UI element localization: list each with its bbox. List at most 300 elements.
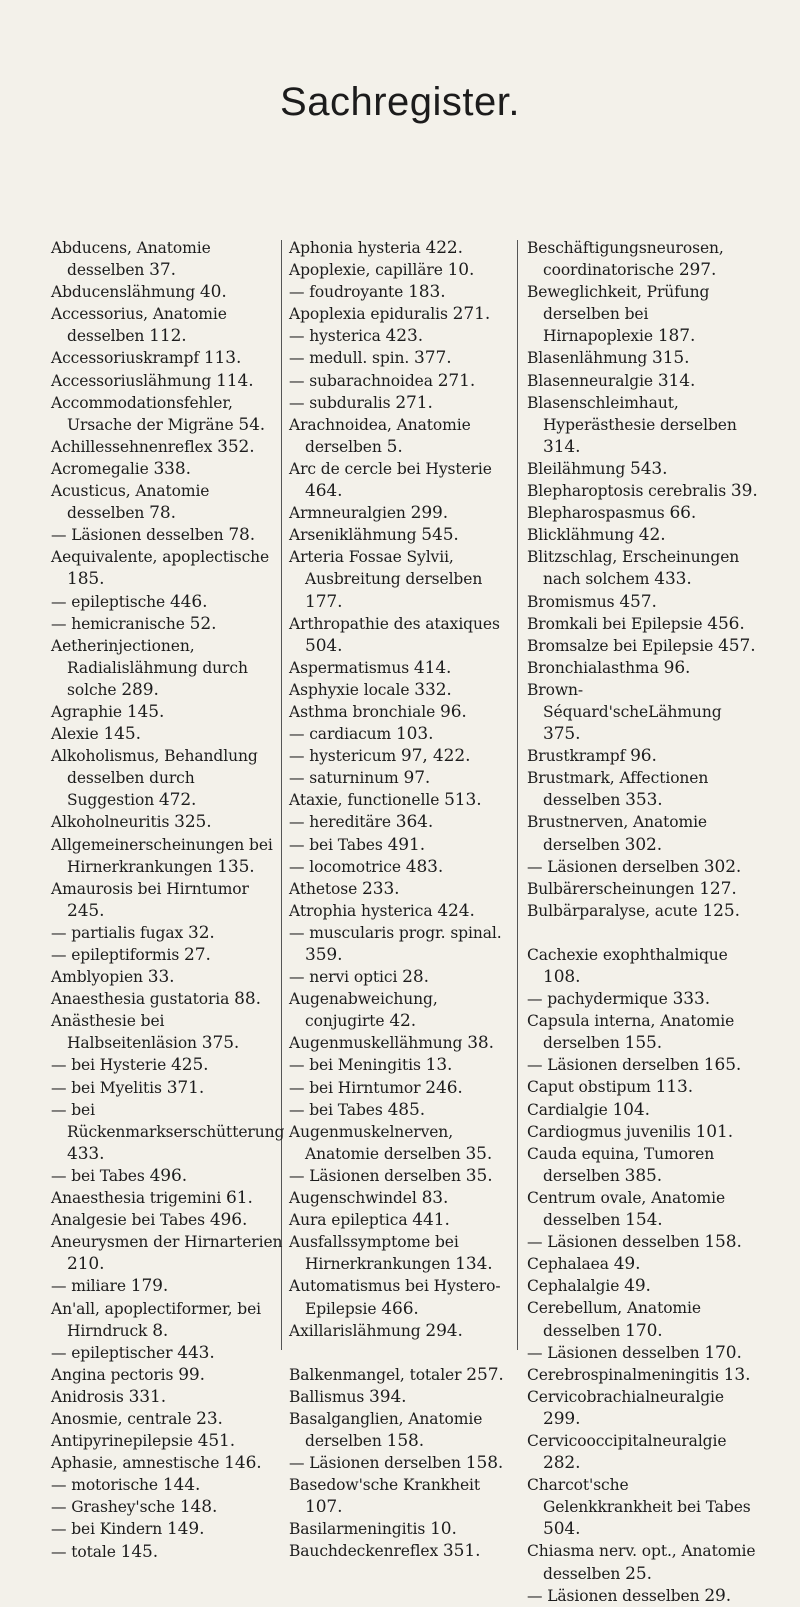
page-reference: 185. — [67, 569, 105, 590]
index-entry — [51, 1209, 283, 1231]
index-entry — [289, 988, 519, 1032]
index-entry — [51, 701, 283, 723]
index-term: Blasenneuralgie — [527, 371, 653, 390]
page-reference: 299. — [410, 503, 449, 524]
index-term: Athetose — [289, 879, 358, 898]
index-term: — bei Rückenmarkserschütterung — [51, 1100, 285, 1141]
index-entry — [289, 458, 519, 502]
page-reference: 103. — [395, 724, 434, 745]
page-reference: 485. — [387, 1099, 426, 1120]
index-term: Accessorius, Anatomie desselben — [51, 305, 227, 346]
page-reference: 114. — [216, 370, 254, 391]
page-reference: 425. — [171, 1055, 209, 1076]
index-entry — [527, 1540, 759, 1584]
index-term: Alexie — [51, 725, 99, 744]
index-entry — [289, 502, 519, 524]
index-entry — [289, 524, 519, 546]
index-term: Anosmie, centrale — [51, 1409, 192, 1428]
page-reference: 233. — [362, 878, 400, 899]
index-term: — hysterica — [289, 327, 381, 346]
index-term: An'all, apoplectiformer, bei Hirndruck — [51, 1299, 262, 1340]
page-reference: 464. — [305, 481, 343, 502]
index-entry — [51, 436, 283, 458]
index-term: Amblyopien — [51, 968, 143, 987]
index-entry — [51, 347, 283, 369]
index-entry — [51, 1187, 283, 1209]
page-reference: 101. — [695, 1121, 734, 1142]
page-reference: 333. — [672, 989, 711, 1010]
index-entry — [51, 988, 283, 1010]
page-reference: 375. — [201, 1033, 240, 1054]
index-entry — [51, 834, 283, 878]
index-column-1 — [51, 237, 283, 1563]
page-reference: 496. — [149, 1165, 188, 1186]
index-entry — [289, 1540, 519, 1562]
index-entry — [289, 325, 519, 347]
page-reference: 456. — [707, 613, 745, 634]
page-reference: 187. — [657, 326, 696, 347]
index-entry — [289, 237, 519, 259]
index-term: Accessoriuskrampf — [51, 349, 199, 368]
page-reference: 513. — [444, 790, 482, 811]
index-entry — [527, 546, 759, 590]
index-entry — [527, 856, 759, 878]
index-term: Brustnerven, Anatomie derselben — [527, 813, 708, 854]
index-term: — Läsionen derselben — [289, 1454, 461, 1473]
index-entry — [527, 502, 759, 524]
page-reference: 96. — [663, 657, 691, 678]
index-term: Cephalalgie — [527, 1277, 620, 1296]
page-reference: 158. — [704, 1232, 742, 1253]
page-reference: 155. — [624, 1033, 663, 1054]
index-term: — Läsionen derselben — [289, 1166, 461, 1185]
page-reference: 104. — [612, 1099, 650, 1120]
index-entry — [51, 1342, 283, 1364]
index-entry — [289, 392, 519, 414]
index-term: — bei Tabes — [51, 1166, 145, 1185]
index-entry — [527, 679, 759, 745]
index-term: Aphonia hysteria — [289, 239, 421, 257]
page-reference: 54. — [238, 414, 266, 435]
page-reference: 302. — [703, 856, 742, 877]
page-reference: 483. — [405, 856, 444, 877]
index-term: Beweglichkeit, Prüfung derselben bei Hirnapoplexie — [527, 283, 710, 346]
index-entry — [527, 480, 759, 502]
index-term: Blepharospasmus — [527, 504, 665, 523]
index-term: — hereditäre — [289, 813, 391, 832]
index-entry — [527, 1386, 759, 1430]
index-entry — [289, 1121, 519, 1165]
index-entry — [527, 944, 759, 988]
index-entry — [289, 1165, 519, 1187]
page-reference: 338. — [153, 458, 191, 479]
index-entry — [289, 834, 519, 856]
page-reference: 423. — [385, 326, 423, 347]
page-reference: 451. — [197, 1431, 236, 1452]
index-term: Bromkali bei Epilepsie — [527, 614, 703, 633]
page-reference: 49. — [624, 1276, 651, 1297]
index-term: Blasenlähmung — [527, 349, 648, 368]
index-term: — bei Hirntumor — [289, 1078, 421, 1097]
index-entry — [289, 723, 519, 745]
index-entry — [51, 1275, 283, 1297]
page-reference: 443. — [177, 1342, 215, 1363]
index-entry — [289, 1275, 519, 1319]
page-reference: 40. — [199, 282, 227, 303]
index-term: Atrophia hysterica — [289, 901, 433, 920]
index-term: — epileptische — [51, 592, 166, 611]
index-entry — [51, 635, 283, 701]
index-term: Bromismus — [527, 592, 615, 611]
page-reference: 302. — [624, 834, 663, 855]
index-entry — [527, 811, 759, 855]
page-reference: 113. — [655, 1077, 694, 1098]
index-entry — [289, 1474, 519, 1518]
index-entry — [527, 1430, 759, 1474]
page-reference: 134. — [455, 1254, 493, 1275]
index-entry — [527, 1099, 759, 1121]
page-reference: 375. — [543, 724, 581, 745]
index-term: — bei Tabes — [289, 835, 383, 854]
index-term: Achillessehnenreflex — [51, 437, 213, 456]
index-term: — foudroyante — [289, 283, 404, 302]
page-reference: 49. — [613, 1254, 641, 1275]
index-term: Asthma bronchiale — [289, 702, 436, 721]
index-term: Brown-Séquard'scheLähmung — [527, 680, 722, 721]
page-reference: 107. — [305, 1497, 343, 1518]
index-entry — [527, 1143, 759, 1187]
page-reference: 245. — [67, 900, 105, 921]
index-term: Cardialgie — [527, 1100, 608, 1119]
page-reference: 179. — [130, 1276, 169, 1297]
page-reference: 145. — [126, 701, 165, 722]
index-entry — [527, 1275, 759, 1297]
page-reference: 441. — [412, 1210, 450, 1231]
index-entry — [51, 1386, 283, 1408]
index-term: Angina pectoris — [51, 1365, 174, 1384]
index-entry — [527, 458, 759, 480]
index-entry — [289, 1187, 519, 1209]
index-term: — Läsionen desselben — [527, 1233, 700, 1252]
index-term: Ausfallssymptome bei Hirnerkrankungen — [289, 1233, 459, 1274]
index-term: Brustmark, Affectionen desselben — [527, 769, 709, 810]
page-reference: 170. — [704, 1342, 742, 1363]
index-entry — [527, 370, 759, 392]
index-term: Bulbärerscheinungen — [527, 879, 695, 898]
page-reference: 165. — [703, 1055, 742, 1076]
index-entry — [527, 613, 759, 635]
page-reference: 146. — [224, 1453, 262, 1474]
index-entry — [289, 1518, 519, 1540]
index-entry — [51, 1165, 283, 1187]
index-term: — epileptischer — [51, 1343, 173, 1362]
index-entry — [527, 1187, 759, 1231]
page-reference: 297. — [678, 260, 717, 281]
index-term: Augenmuskellähmung — [289, 1034, 463, 1053]
index-term: Bauchdeckenreflex — [289, 1542, 439, 1561]
index-entry — [289, 1209, 519, 1231]
page-reference: 5. — [386, 436, 403, 457]
index-term: Cervicobrachialneuralgie — [527, 1387, 724, 1406]
index-entry — [527, 1297, 759, 1341]
index-entry — [51, 546, 283, 590]
index-entry — [289, 657, 519, 679]
index-term: Alkoholismus, Behandlung desselben durch Suggestion — [51, 747, 258, 810]
index-entry — [289, 303, 519, 325]
index-term: Anaesthesia trigemini — [51, 1189, 222, 1208]
index-entry — [289, 1099, 519, 1121]
index-entry — [51, 591, 283, 613]
page-reference: 351. — [442, 1541, 481, 1562]
index-entry — [527, 1121, 759, 1143]
page-reference: 10. — [430, 1519, 457, 1540]
index-entry — [527, 524, 759, 546]
index-term: Anidrosis — [51, 1387, 124, 1406]
index-entry — [289, 414, 519, 458]
index-entry — [51, 480, 283, 524]
page-reference: 314. — [543, 436, 581, 457]
index-term: — cardiacum — [289, 725, 392, 744]
page-reference: 148. — [179, 1497, 218, 1518]
page-reference: 145. — [120, 1541, 159, 1562]
page-reference: 28. — [402, 967, 429, 988]
index-entry — [289, 789, 519, 811]
page-reference: 371. — [166, 1077, 205, 1098]
index-entry — [289, 546, 519, 612]
page-reference: 13. — [723, 1364, 751, 1385]
index-entry — [51, 811, 283, 833]
page-reference: 125. — [702, 900, 740, 921]
index-entry — [51, 1364, 283, 1386]
index-entry — [289, 966, 519, 988]
index-term: Cachexie exophthalmique — [527, 945, 728, 964]
page-reference: 433. — [67, 1143, 105, 1164]
index-entry — [527, 237, 759, 281]
index-entry — [527, 1474, 759, 1540]
index-term: Apoplexia epiduralis — [289, 305, 448, 324]
page-reference: 112. — [149, 326, 187, 347]
index-term: — bei Tabes — [289, 1100, 383, 1119]
index-entry — [289, 1364, 519, 1386]
page-reference: 78. — [149, 503, 176, 524]
index-entry — [289, 613, 519, 657]
page-reference: 66. — [669, 503, 697, 524]
index-term: Blitzschlag, Erscheinungen nach solchem — [527, 548, 740, 589]
page-reference: 42. — [638, 525, 666, 546]
index-term: Arc de cercle bei Hysterie — [289, 459, 492, 478]
index-term: Anästhesie bei Halbseitenläsion — [51, 1012, 197, 1053]
index-term: — totale — [51, 1542, 116, 1561]
index-entry — [527, 1076, 759, 1098]
index-entry — [51, 1010, 283, 1054]
index-term: — muscularis progr. spinal. — [289, 923, 502, 942]
index-term: Asphyxie locale — [289, 680, 410, 699]
index-term: — hemicranische — [51, 614, 185, 633]
page-reference: 32. — [187, 922, 215, 943]
index-entry — [289, 856, 519, 878]
page-reference: 299. — [543, 1408, 581, 1429]
index-term: Bromsalze bei Epilepsie — [527, 636, 714, 655]
index-entry — [527, 347, 759, 369]
index-term: Bleilähmung — [527, 459, 626, 478]
page-reference: 543. — [629, 458, 668, 479]
index-entry — [51, 281, 283, 303]
index-term: Acusticus, Anatomie desselben — [51, 482, 210, 523]
page-reference: 332. — [414, 679, 452, 700]
index-term: — Läsionen desselben — [527, 1586, 700, 1605]
index-entry — [527, 1253, 759, 1275]
index-term: Apoplexie, capilläre — [289, 261, 443, 280]
page-reference: 170. — [625, 1320, 663, 1341]
index-entry — [51, 944, 283, 966]
index-entry — [289, 370, 519, 392]
index-term: Anaesthesia gustatoria — [51, 990, 230, 1009]
index-term: Abducens, Anatomie desselben — [51, 239, 211, 280]
page-reference: 37. — [149, 260, 176, 281]
index-entry — [289, 1054, 519, 1076]
index-entry — [289, 259, 519, 281]
index-term: Cauda equina, Tumoren derselben — [527, 1144, 715, 1185]
index-term: Cervicooccipitalneuralgie — [527, 1431, 727, 1450]
index-entry — [289, 701, 519, 723]
index-entry — [289, 1032, 519, 1054]
page-reference: 457. — [718, 635, 756, 656]
index-term: — Grashey'sche — [51, 1498, 175, 1517]
page-reference: 135. — [217, 856, 255, 877]
index-entry — [51, 1452, 283, 1474]
index-term: Blepharoptosis cerebralis — [527, 482, 727, 501]
index-term: Ataxie, functionelle — [289, 791, 440, 810]
index-entry — [51, 613, 283, 635]
index-entry — [289, 1386, 519, 1408]
index-entry — [51, 1541, 283, 1563]
page-reference: 99. — [178, 1364, 205, 1385]
page-reference: 352. — [217, 436, 255, 457]
page-title: Sachregister. — [280, 80, 520, 124]
index-entry — [527, 657, 759, 679]
index-term: — hystericum — [289, 747, 397, 766]
index-term: — motorische — [51, 1476, 158, 1495]
index-entry — [51, 1099, 283, 1165]
index-entry — [289, 1408, 519, 1452]
page-reference: 61. — [226, 1188, 253, 1209]
page-reference: 385. — [624, 1165, 663, 1186]
page-reference: 331. — [128, 1386, 167, 1407]
index-entry — [51, 303, 283, 347]
page-reference: 108. — [543, 967, 581, 987]
index-term: Accommodationsfehler, Ursache der Migräne — [51, 393, 234, 434]
index-term: — partialis fugax — [51, 923, 184, 942]
page-reference: 466. — [381, 1298, 419, 1319]
index-term: — bei Meningitis — [289, 1056, 421, 1075]
index-term: Arseniklähmung — [289, 526, 417, 545]
page-reference: 496. — [209, 1210, 248, 1231]
page-reference: 8. — [152, 1320, 169, 1341]
index-term: Arteria Fossae Sylvii, Ausbreitung derselben — [289, 548, 483, 589]
page-reference: 424. — [437, 900, 475, 921]
index-column-2 — [289, 237, 519, 1563]
page-reference: 88. — [234, 989, 261, 1010]
page-reference: 96. — [630, 746, 657, 767]
index-entry — [289, 1452, 519, 1474]
page-reference: 144. — [162, 1475, 201, 1496]
page-reference: 97. — [403, 768, 431, 789]
index-entry — [51, 966, 283, 988]
index-term: Amaurosis bei Hirntumor — [51, 879, 249, 898]
index-entry — [527, 1231, 759, 1253]
index-entry — [527, 1364, 759, 1386]
index-term: Basedow'sche Krankheit — [289, 1476, 481, 1495]
index-term: Cerebrospinalmeningitis — [527, 1365, 719, 1384]
index-term: Cardiogmus juvenilis — [527, 1122, 691, 1141]
page-reference: 433. — [654, 569, 692, 590]
page-reference: 545. — [421, 525, 459, 546]
index-entry — [289, 281, 519, 303]
index-term: Acromegalie — [51, 459, 149, 478]
page-reference: 96. — [440, 701, 467, 722]
page-reference: 394. — [369, 1386, 407, 1407]
index-column-3 — [527, 237, 759, 1607]
index-entry — [289, 878, 519, 900]
index-term: — subduralis — [289, 393, 391, 412]
page-reference: 113. — [203, 348, 242, 369]
index-entry — [527, 878, 759, 900]
index-term: Aura epileptica — [289, 1211, 408, 1230]
index-entry — [527, 988, 759, 1010]
page-reference: 257. — [466, 1364, 504, 1385]
index-entry — [51, 458, 283, 480]
index-term: Aneurysmen der Hirnarterien — [51, 1233, 283, 1252]
page-reference: 294. — [425, 1320, 463, 1341]
index-term: Beschäftigungsneurosen, coordinatorische — [527, 239, 724, 280]
page-reference: 364. — [395, 812, 434, 833]
index-term: — bei Kindern — [51, 1520, 163, 1539]
index-term: — epileptiformis — [51, 946, 180, 964]
index-term: Automatismus bei Hystero-Epilepsie — [289, 1277, 501, 1318]
index-term: — Läsionen derselben — [527, 857, 699, 876]
index-entry — [289, 1320, 519, 1342]
index-entry — [51, 1474, 283, 1496]
page-reference: 149. — [166, 1519, 205, 1540]
index-term: Balkenmangel, totaler — [289, 1365, 462, 1384]
index-term: Aphasie, amnestische — [51, 1454, 220, 1473]
index-entry — [51, 1518, 283, 1540]
page-reference: 271. — [395, 392, 433, 413]
index-entry — [527, 1054, 759, 1076]
page-reference: 33. — [147, 967, 175, 988]
page-reference: 38. — [467, 1033, 494, 1054]
page-reference: 35. — [465, 1165, 493, 1186]
page-reference: 183. — [408, 282, 446, 303]
index-entry — [527, 1010, 759, 1054]
index-term: Aequivalente, apoplectische — [51, 548, 270, 567]
page-reference: 271. — [437, 370, 476, 391]
page-reference: 27. — [184, 945, 211, 965]
index-term: Chiasma nerv. opt., Anatomie desselben — [527, 1542, 756, 1583]
index-entry — [51, 1496, 283, 1518]
index-entry — [51, 237, 283, 281]
index-term: Charcot'sche Gelenkkrankheit bei Tabes — [527, 1476, 751, 1517]
index-entry — [527, 635, 759, 657]
page-reference: 353. — [625, 790, 663, 811]
index-term: Cerebellum, Anatomie desselben — [527, 1299, 701, 1340]
page-reference: 210. — [67, 1254, 105, 1275]
page-reference: 282. — [543, 1453, 581, 1474]
index-term: Blasenschleimhaut, Hyperästhesie derselben — [527, 393, 737, 434]
index-term: Augenschwindel — [289, 1189, 417, 1208]
page-reference: 177. — [305, 591, 343, 612]
index-entry — [527, 1585, 759, 1607]
